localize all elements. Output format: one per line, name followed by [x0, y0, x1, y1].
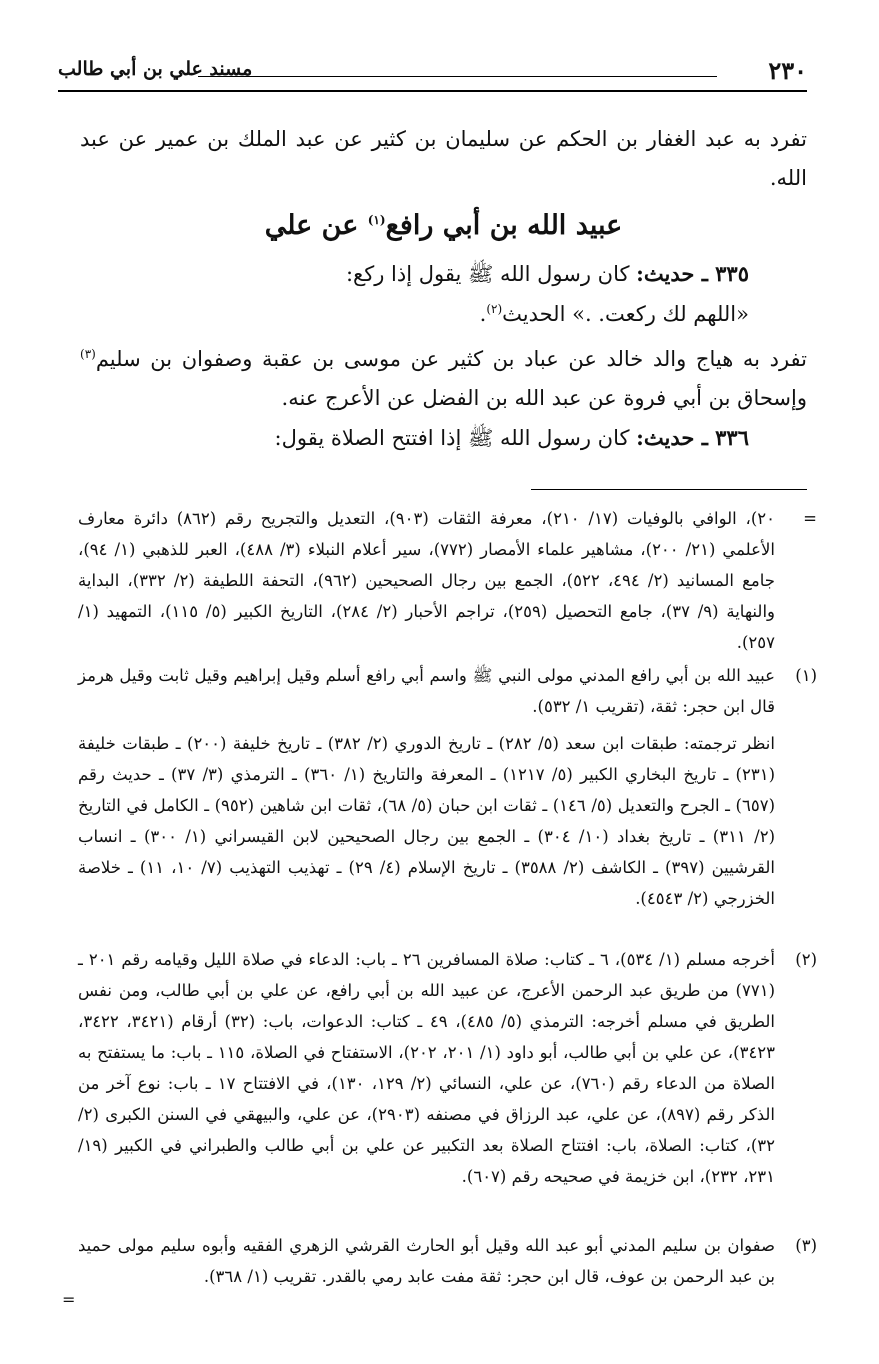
- section-heading-suffix: عن علي: [264, 210, 359, 241]
- hadith-text: كان رسول الله ﷺ يقول إذا ركع:: [345, 262, 630, 286]
- footnote-separator: [531, 489, 807, 490]
- footnote-sources: انظر ترجمته: طبقات ابن سعد (٥/ ٢٨٢) ـ تاريخ الدوري (٢/ ٣٨٢) ـ تاريخ خليفة (٢٠٠) ـ طبقات خليفة (٢٣١) ـ تاريخ البخاري الكبير (٥/ ١٢١٧) ـ المعرفة والتاريخ (١/ ٣٦٠) ـ الترمذي (٣/ ٣٧) ـ حديث رقم (٦٥٧) ـ الجرح والتعديل (٥/ ١٤٦) ـ ثقات ابن حبان (٥/ ٦٨)، ثقات ابن شاهين (٩٥٢) ـ الكامل في التاريخ (٢/ ٣١١) ـ تاريخ بغداد (١٠/ ٣٠٤) ـ الجمع بين رجال الصحيحين لابن القيسراني (١/ ٣٠٠) ـ انساب القرشيين (٣٩٧) ـ الكاشف (٢/ ٣٥٨٨) ـ تاريخ الإسلام (٤/ ٢٩) ـ تهذيب التهذيب (٧/ ١٠، ١١) ـ خلاصة الخزرجي (٢/ ٤٥٤٣).: [78, 734, 776, 908]
- header-rule: [58, 90, 807, 92]
- footnote-marker: (٣): [795, 1236, 817, 1255]
- footnote-text: أخرجه مسلم (١/ ٥٣٤)، ٦ ـ كتاب: صلاة المسافرين ٢٦ ـ باب: الدعاء في صلاة الليل وقيامه رقم ٢٠١ ـ (٧٧١) من طريق عبد الرحمن الأعرج، عن عبيد الله بن أبي رافع، عن علي بن أبي طالب، ومن نفس الطريق في مسلم أخرجه: الترمذي (٥/ ٤٨٥)، ٤٩ ـ كتاب: الدعوات، باب: (٣٢) أرقام (٣٤٢١، ٣٤٢٢، ٣٤٢٣)، عن علي بن أبي طالب، أبو داود (١/ ٢٠١، ٢٠٢)، الاستفتاح في الصلاة، ١١٥ ـ باب: ما يستفتح به الصلاة من الدعاء رقم (٧٦٠)، عن علي، النسائي (٢/ ١٢٩، ١٣٠)، في الافتتاح ١٧ ـ باب: نوع آخر من الذكر رقم (٨٩٧)، عن علي، عبد الرزاق في مصنفه (٢٩٠٣)، عن علي، والبيهقي في السنن الكبرى (٢/ ٣٢)، كتاب: الصلاة، باب: افتتاح الصلاة بعد التكبير عن علي بن أبي طالب والطبراني في الكبير (١٩/ ٢٣١، ٢٣٢)، ابن خزيمة في صحيحه رقم (٦٠٧).: [78, 950, 776, 1186]
- hadith-text: كان رسول الله ﷺ إذا افتتح الصلاة يقول:: [274, 426, 630, 450]
- intro-paragraph: تفرد به عبد الغفار بن الحكم عن سليمان بن كثير عن عبد الملك بن عمير عن عبد الله.: [80, 127, 807, 190]
- running-title: مسند علي بن أبي طالب: [58, 58, 253, 80]
- hadith-336: [80, 418, 749, 458]
- footnote-3: [78, 1230, 817, 1292]
- page-header: [58, 52, 807, 92]
- footnote-1: [78, 660, 817, 914]
- footnote-continuation: [78, 503, 817, 658]
- footnote-text: عبيد الله بن أبي رافع المدني مولى النبي ﷺ واسم أبي رافع أسلم وقيل إبراهيم وقيل ثابت وقيل هرمز قال ابن حجر: ثقة، (تقريب ١/ ٥٣٢).: [78, 666, 775, 716]
- section-heading: [80, 210, 807, 241]
- tafarrud-part2: وإسحاق بن أبي فروة عن عبد الله بن الفضل عن الأعرج عنه.: [281, 386, 807, 410]
- hadith-quote: «اللهم لك ركعت. .» الحديث: [502, 302, 749, 326]
- hadith-335-line2: [80, 294, 749, 334]
- footnote-ref-2: (٢): [486, 302, 503, 316]
- hadith-number: ٣٣٦ ـ حديث:: [636, 425, 749, 450]
- hadith-335-line1: [80, 254, 749, 294]
- continues-marker: =: [62, 1290, 76, 1309]
- footnote-marker: (٢): [795, 950, 817, 969]
- continuation-marker: =: [803, 509, 817, 528]
- footnote-ref-3: (٣): [80, 347, 96, 361]
- hadith-number: ٣٣٥ ـ حديث:: [636, 261, 749, 286]
- hadith-335: [80, 254, 749, 334]
- section-heading-title: عبيد الله بن أبي رافع: [385, 210, 623, 241]
- page-number: ٢٣٠: [768, 56, 807, 85]
- tafarrud-paragraph: [80, 340, 807, 418]
- footnote-text: صفوان بن سليم المدني أبو عبد الله وقيل أبو الحارث القرشي الزهري الفقيه وأبوه سليم مولى حميد بن عبد الرحمن بن عوف، قال ابن حجر: ثقة مفت عابد رمي بالقدر. تقريب (١/ ٣٦٨).: [78, 1236, 775, 1286]
- footnote-ref-1: (١): [367, 213, 386, 227]
- footnote-2: [78, 944, 817, 1192]
- footnote-text: ٢٠)، الوافي بالوفيات (١٧/ ٢١٠)، معرفة الثقات (٩٠٣)، التعديل والتجريح رقم (٨٦٢) دائرة معارف الأعلمي (٢١/ ٢٠٠)، مشاهير علماء الأمصار (٧٧٢)، سير أعلام النبلاء (٣/ ٤٨٨)، العبر للذهبي (١/ ٩٤)، جامع المسانيد (٢/ ٤٩٤، ٥٢٢)، الجمع بين رجال الصحيحين (٩٦٢)، التحفة اللطيفة (٢/ ٣٣٢)، البداية والنهاية (٩/ ٣٧)، جامع التحصيل (٢٥٩)، تراجم الأحبار (٢/ ٢٨٤)، التاريخ الكبير (٥/ ١١٥)، التمهيد (١/ ٢٥٧).: [78, 509, 775, 652]
- tafarrud-part1: تفرد به هياج والد خالد عن عباد بن كثير عن موسى بن عقبة وصفوان بن سليم: [95, 347, 807, 371]
- footnote-marker: (١): [795, 666, 817, 685]
- hadith-end: .: [479, 302, 487, 326]
- header-divider-line: [198, 76, 717, 77]
